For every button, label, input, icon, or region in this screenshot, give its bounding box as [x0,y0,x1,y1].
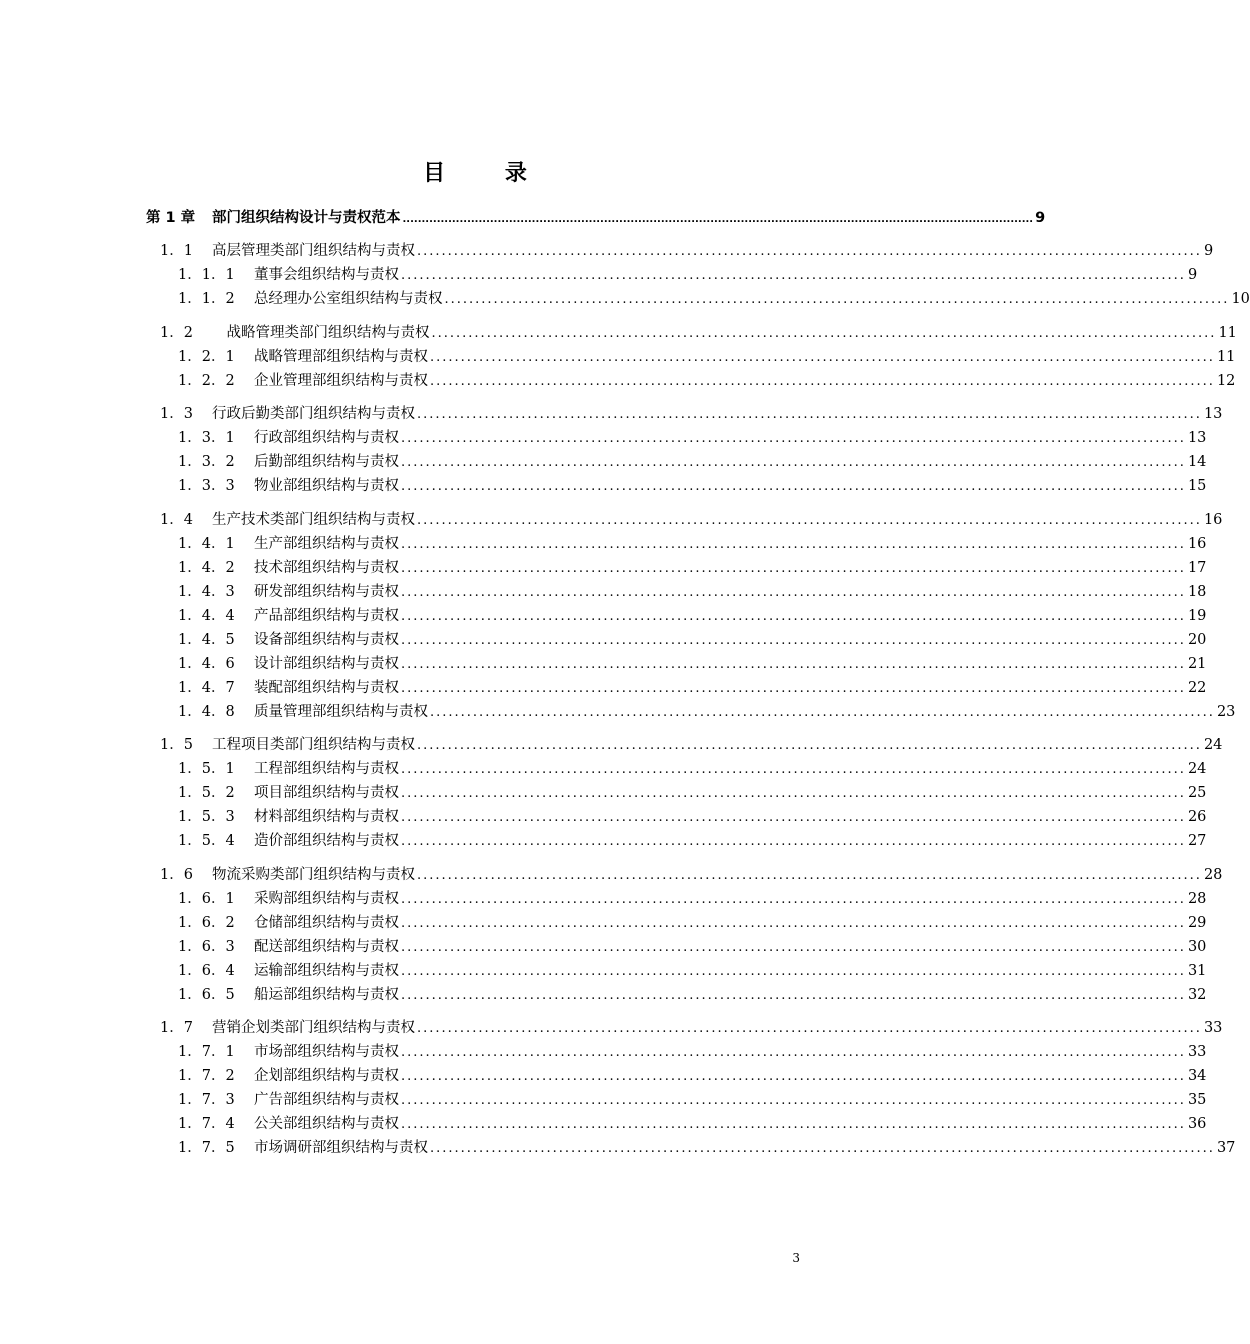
entry-number: 1．4．2 [178,559,235,576]
entry-number: 1．2．2 [178,372,235,389]
entry-page-number: 28 [1187,890,1207,907]
entry-title: 生产技术类部门组织结构与责权 [212,511,415,528]
dot-leader: ................................................................................................................................ [430,1141,1215,1156]
entry-page-number: 25 [1187,785,1207,801]
dot-leader: ................................................................................................................................ [401,963,1186,979]
entry-page-number: 33 [1203,1020,1223,1036]
dot-leader: ................................................................................................................................ [401,1069,1186,1084]
dot-leader: ................................................................................................................................ [417,244,1202,259]
entry-page-number: 11 [1218,324,1237,341]
entry-title: 工程项目类部门组织结构与责权 [212,737,415,753]
dot-leader: ................................................................................................................................ [401,632,1186,648]
entry-title: 工程部组织结构与责权 [254,761,399,777]
entry-number: 1．4．3 [178,583,235,600]
entry-title: 造价部组织结构与责权 [254,833,399,849]
entry-number: 1．5．2 [178,785,235,801]
entry-page-number: 27 [1187,833,1207,849]
entry-page-number: 36 [1187,1116,1207,1132]
dot-leader: ................................................................................................................................ [444,292,1230,307]
dot-leader: ................................................................................................................................ [401,608,1186,624]
toc-subsection-entry[interactable] [178,426,1207,450]
page-number: 3 [792,1251,800,1265]
toc-section-entry[interactable] [160,733,1223,757]
toc-subsection-entry[interactable] [178,911,1207,935]
entry-page-number: 23 [1216,703,1236,720]
entry-page-number: 28 [1203,866,1223,883]
dot-leader: ................................................................................................................................ [401,479,1186,494]
entry-number: 1．3．3 [178,478,235,494]
entry-page-number: 33 [1187,1044,1207,1060]
toc-subsection-entry[interactable] [178,781,1207,805]
entry-number: 1．6．2 [178,914,235,931]
toc-subsection-entry[interactable] [178,959,1207,983]
entry-page-number: 18 [1187,583,1207,600]
entry-number: 1．5．1 [178,761,235,777]
dot-leader: ................................................................................................................................ [417,1021,1202,1036]
entry-number: 1．1．2 [178,291,235,307]
dot-leader: ................................................................................................................................ [401,786,1186,801]
dot-leader: ................................................................................................................................ [401,431,1186,446]
entry-page-number: 9 [1187,267,1198,283]
entry-title: 设计部组织结构与责权 [254,655,399,672]
dot-leader: ................................................................................................................................ [401,1093,1186,1108]
dot-leader: ................................................................................................................................ [401,987,1186,1003]
dot-leader: ................................................................................................................................ [431,325,1217,341]
entry-title: 装配部组织结构与责权 [254,679,399,696]
dot-leader: ................................................................................................................................ [430,373,1215,389]
chapter-number: 第 1 章 [146,210,196,226]
entry-number: 1．3．1 [178,430,235,446]
entry-title: 材料部组织结构与责权 [254,809,399,825]
dot-leader: ................................................................................................................................ [417,407,1202,422]
toc-subsection-entry[interactable] [178,805,1207,829]
toc-subsection-entry[interactable] [178,556,1207,580]
toc-subsection-entry[interactable] [178,369,1236,393]
toc-title: 目 录 [423,161,553,186]
toc-subsection-entry[interactable] [178,1088,1207,1112]
dot-leader: ................................................................................................................................ [417,738,1202,753]
entry-title: 设备部组织结构与责权 [254,631,399,648]
chapter-page-number: 9 [1035,210,1046,226]
dot-leader: ................................................................................................................................ [401,939,1186,955]
entry-page-number: 22 [1187,679,1207,696]
entry-number: 1．7．1 [178,1044,235,1060]
entry-number: 1．5．4 [178,833,235,849]
dot-leader: ................................................................................................................................ [401,584,1186,600]
toc-subsection-entry[interactable] [178,676,1207,700]
entry-number: 1．6．1 [178,890,235,907]
toc-subsection-entry[interactable] [178,935,1207,959]
entry-title: 物业部组织结构与责权 [254,478,399,494]
dot-leader: ................................................................................................................................ [430,349,1215,365]
toc-subsection-entry[interactable] [178,580,1207,604]
entry-title: 生产部组织结构与责权 [254,535,399,552]
entry-number: 1．2 [160,324,193,341]
entry-number: 1．4．4 [178,607,235,624]
dot-leader: ................................................................................................................................ [401,762,1186,777]
entry-page-number: 31 [1187,962,1207,979]
entry-page-number: 9 [1203,243,1214,259]
entry-title: 后勤部组织结构与责权 [254,454,399,470]
toc-subsection-entry[interactable] [178,345,1236,369]
entry-title: 船运部组织结构与责权 [254,986,399,1003]
toc-subsection-entry[interactable] [178,532,1207,556]
dot-leader: ................................................................................................................................ [430,704,1215,720]
entry-page-number: 24 [1203,737,1223,753]
entry-number: 1．6 [160,866,193,883]
entry-page-number: 17 [1187,559,1207,576]
entry-number: 1．3 [160,406,193,422]
entry-page-number: 13 [1203,406,1223,422]
entry-page-number: 14 [1187,454,1207,470]
toc-subsection-entry[interactable] [178,1064,1207,1088]
toc-section-entry[interactable] [160,508,1223,532]
entry-number: 1．4．1 [178,535,235,552]
toc-subsection-entry[interactable] [178,652,1207,676]
entry-title: 采购部组织结构与责权 [254,890,399,907]
entry-title: 产品部组织结构与责权 [254,607,399,624]
entry-page-number: 21 [1187,655,1207,672]
dot-leader: ................................................................................................................................ [401,656,1186,672]
entry-number: 1．6．4 [178,962,235,979]
entry-number: 1．4．6 [178,655,235,672]
entry-page-number: 15 [1187,478,1207,494]
toc-section-entry[interactable] [160,402,1223,426]
entry-page-number: 34 [1187,1068,1207,1084]
entry-page-number: 24 [1187,761,1207,777]
entry-page-number: 10 [1231,291,1250,307]
dot-leader: ................................................................................................................................ [401,891,1186,907]
entry-page-number: 26 [1187,809,1207,825]
entry-title: 仓储部组织结构与责权 [254,914,399,931]
entry-title: 质量管理部组织结构与责权 [254,703,428,720]
entry-title: 营销企划类部门组织结构与责权 [212,1020,415,1036]
dot-leader: ................................................................................................................................ [401,834,1186,849]
entry-title: 广告部组织结构与责权 [254,1092,399,1108]
toc-subsection-entry[interactable] [178,474,1207,498]
chapter-title: 部门组织结构设计与责权范本 [212,210,401,226]
entry-title: 市场调研部组织结构与责权 [254,1140,428,1156]
toc-subsection-entry[interactable] [178,628,1207,652]
entry-title: 企划部组织结构与责权 [254,1068,399,1084]
entry-number: 1．6．3 [178,938,235,955]
toc-subsection-entry[interactable] [178,1136,1236,1160]
entry-title: 行政部组织结构与责权 [254,430,399,446]
entry-number: 1．5 [160,737,193,753]
toc-section-entry[interactable] [160,1016,1223,1040]
dot-leader: ................................................................................................................................ [401,268,1186,283]
entry-page-number: 20 [1187,631,1207,648]
entry-title: 物流采购类部门组织结构与责权 [212,866,415,883]
dot-leader: ...................................................................................................................................................................... [402,214,1034,225]
toc-subsection-entry[interactable] [178,983,1207,1007]
entry-number: 1．2．1 [178,348,235,365]
dot-leader: ................................................................................................................................ [417,867,1202,883]
entry-page-number: 29 [1187,914,1207,931]
entry-number: 1．7．3 [178,1092,235,1108]
toc-section-entry[interactable] [160,863,1223,887]
entry-number: 1．7 [160,1020,193,1036]
entry-page-number: 12 [1216,372,1236,389]
dot-leader: ................................................................................................................................ [401,915,1186,931]
entry-number: 1．1．1 [178,267,235,283]
entry-page-number: 13 [1187,430,1207,446]
entry-page-number: 16 [1187,535,1207,552]
entry-title: 公关部组织结构与责权 [254,1116,399,1132]
entry-number: 1．5．3 [178,809,235,825]
dot-leader: ................................................................................................................................ [401,536,1186,552]
dot-leader: ................................................................................................................................ [401,1045,1186,1060]
entry-page-number: 30 [1187,938,1207,955]
toc-section-entry[interactable] [160,321,1237,345]
entry-title: 战略管理类部门组织结构与责权 [212,324,430,341]
entry-number: 1．3．2 [178,454,235,470]
dot-leader: ................................................................................................................................ [401,560,1186,576]
toc-subsection-entry[interactable] [178,757,1207,781]
entry-title: 市场部组织结构与责权 [254,1044,399,1060]
toc-section-entry[interactable] [160,239,1214,263]
entry-number: 1．4．5 [178,631,235,648]
entry-title: 运输部组织结构与责权 [254,962,399,979]
entry-number: 1．4．8 [178,703,235,720]
dot-leader: ................................................................................................................................ [401,810,1186,825]
entry-title: 企业管理部组织结构与责权 [254,372,428,389]
entry-number: 1．7．2 [178,1068,235,1084]
entry-page-number: 19 [1187,607,1207,624]
entry-title: 行政后勤类部门组织结构与责权 [212,406,415,422]
entry-number: 1．1 [160,243,193,259]
entry-title: 董事会组织结构与责权 [254,267,399,283]
toc-subsection-entry[interactable] [178,1112,1207,1136]
entry-title: 技术部组织结构与责权 [254,559,399,576]
dot-leader: ................................................................................................................................ [417,512,1202,528]
entry-title: 研发部组织结构与责权 [254,583,399,600]
entry-title: 配送部组织结构与责权 [254,938,399,955]
entry-page-number: 37 [1216,1140,1236,1156]
toc-chapter-entry[interactable] [146,206,1046,230]
entry-title: 总经理办公室组织结构与责权 [254,291,443,307]
toc-subsection-entry[interactable] [178,829,1207,853]
toc-subsection-entry[interactable] [178,1040,1207,1064]
entry-number: 1．7．4 [178,1116,235,1132]
dot-leader: ................................................................................................................................ [401,1117,1186,1132]
entry-page-number: 35 [1187,1092,1207,1108]
entry-title: 项目部组织结构与责权 [254,785,399,801]
dot-leader: ................................................................................................................................ [401,455,1186,470]
toc-subsection-entry[interactable] [178,700,1236,724]
dot-leader: ................................................................................................................................ [401,680,1186,696]
entry-title: 高层管理类部门组织结构与责权 [212,243,415,259]
entry-number: 1．6．5 [178,986,235,1003]
entry-title: 战略管理部组织结构与责权 [254,348,428,365]
entry-page-number: 32 [1187,986,1207,1003]
entry-page-number: 11 [1216,348,1236,365]
entry-number: 1．4．7 [178,679,235,696]
toc-subsection-entry[interactable] [178,604,1207,628]
entry-page-number: 16 [1203,511,1223,528]
toc-subsection-entry[interactable] [178,287,1250,311]
entry-number: 1．7．5 [178,1140,235,1156]
toc-subsection-entry[interactable] [178,450,1207,474]
toc-subsection-entry[interactable] [178,887,1207,911]
toc-subsection-entry[interactable] [178,263,1198,287]
entry-number: 1．4 [160,511,193,528]
